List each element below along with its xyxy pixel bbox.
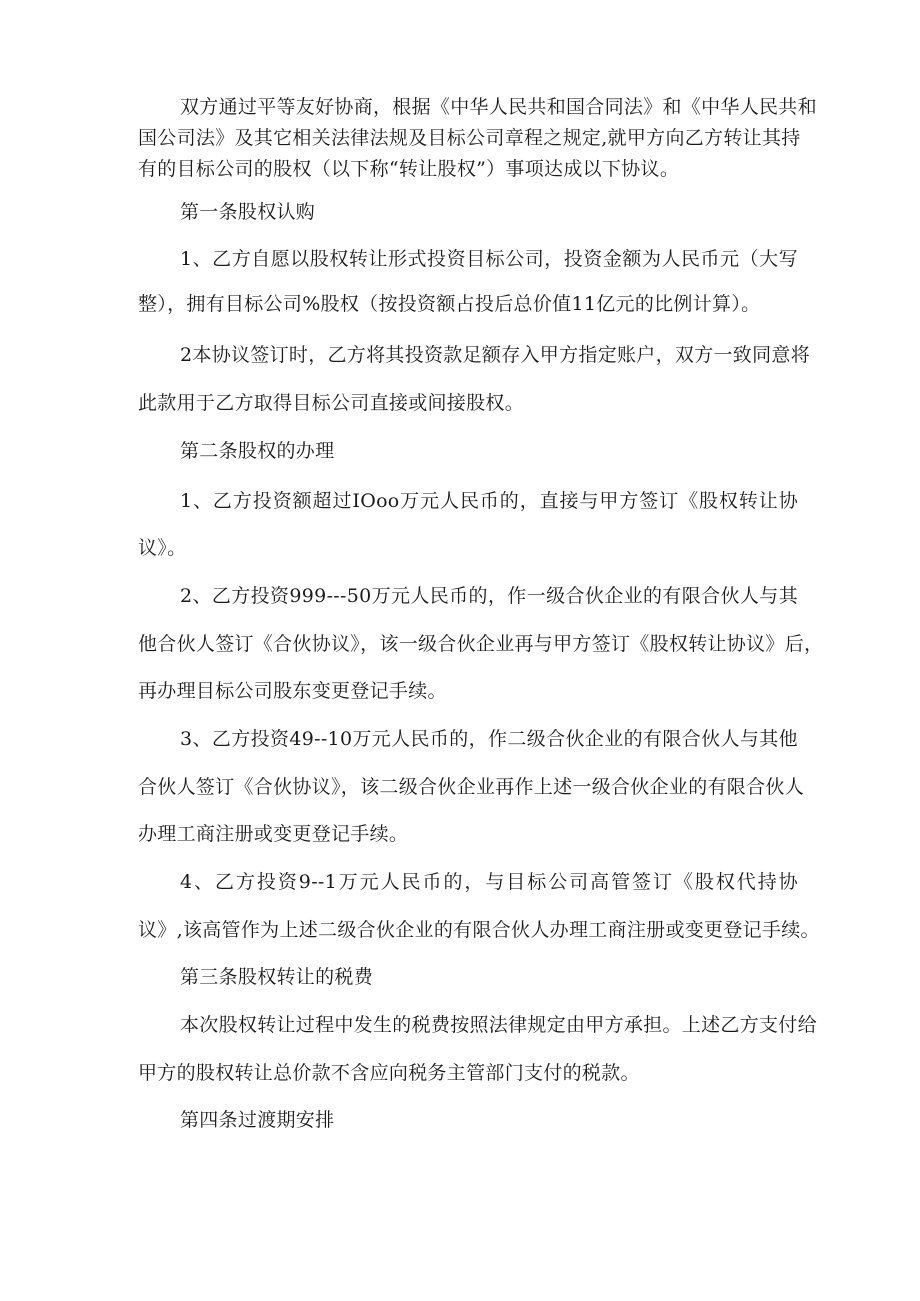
a2-item3-line-2: 合伙人签订《合伙协议》，该二级合伙企业再作上述一级合伙企业的有限合伙人 <box>138 776 805 798</box>
a2-item4-line-1: 4、乙方投资9--1万元人民币的，与目标公司高管签订《股权代持协 <box>180 871 798 893</box>
article-3-title: 第三条股权转让的税费 <box>180 966 374 988</box>
a1-item2-line-2: 此款用于乙方取得目标公司直接或间接股权。 <box>138 392 525 414</box>
a1-item2-line-1: 2本协议签订时，乙方将其投资款足额存入甲方指定账户，双方一致同意将 <box>180 344 810 366</box>
a2-item2-line-1: 2、乙方投资999---50万元人民币的，作一级合伙企业的有限合伙人与其 <box>180 585 798 607</box>
a3-body-line-1: 本次股权转让过程中发生的税费按照法律规定由甲方承担。上述乙方支付给 <box>180 1014 817 1036</box>
a2-item3-line-3: 办理工商注册或变更登记手续。 <box>138 823 409 845</box>
a3-body-line-2: 甲方的股权转让总价款不含应向税务主管部门支付的税款。 <box>138 1062 640 1084</box>
a2-item3-line-1: 3、乙方投资49--10万元人民币的，作二级合伙企业的有限合伙人与其他 <box>180 728 798 750</box>
a2-item2-line-3: 再办理目标公司股东变更登记手续。 <box>138 680 447 702</box>
intro-line-3: 有的目标公司的股权（以下称“转让股权”）事项达成以下协议。 <box>138 158 680 180</box>
article-1-title: 第一条股权认购 <box>180 201 316 223</box>
a2-item2-line-2: 他合伙人签订《合伙协议》，该一级合伙企业再与甲方签订《股权转让协议》后， <box>138 633 824 655</box>
article-2-title: 第二条股权的办理 <box>180 440 335 462</box>
a1-item1-line-2: 整），拥有目标公司%股权（按投资额占投后总价值11亿元的比例计算）。 <box>138 293 761 315</box>
a2-item1-line-2: 议》。 <box>138 537 187 559</box>
a2-item4-line-2: 议》,该高管作为上述二级合伙企业的有限合伙人办理工商注册或变更登记手续。 <box>138 919 820 941</box>
intro-line-2: 国公司法》及其它相关法律法规及目标公司章程之规定,就甲方向乙方转让其持 <box>138 127 801 149</box>
a2-item1-line-1: 1、乙方投资额超过IOoo万元人民币的，直接与甲方签订《股权转让协 <box>180 490 798 512</box>
intro-line-1: 双方通过平等友好协商，根据《中华人民共和国合同法》和《中华人民共和 <box>180 96 817 118</box>
a1-item1-line-1: 1、乙方自愿以股权转让形式投资目标公司，投资金额为人民币元（大写 <box>180 248 798 270</box>
article-4-title: 第四条过渡期安排 <box>180 1109 335 1131</box>
